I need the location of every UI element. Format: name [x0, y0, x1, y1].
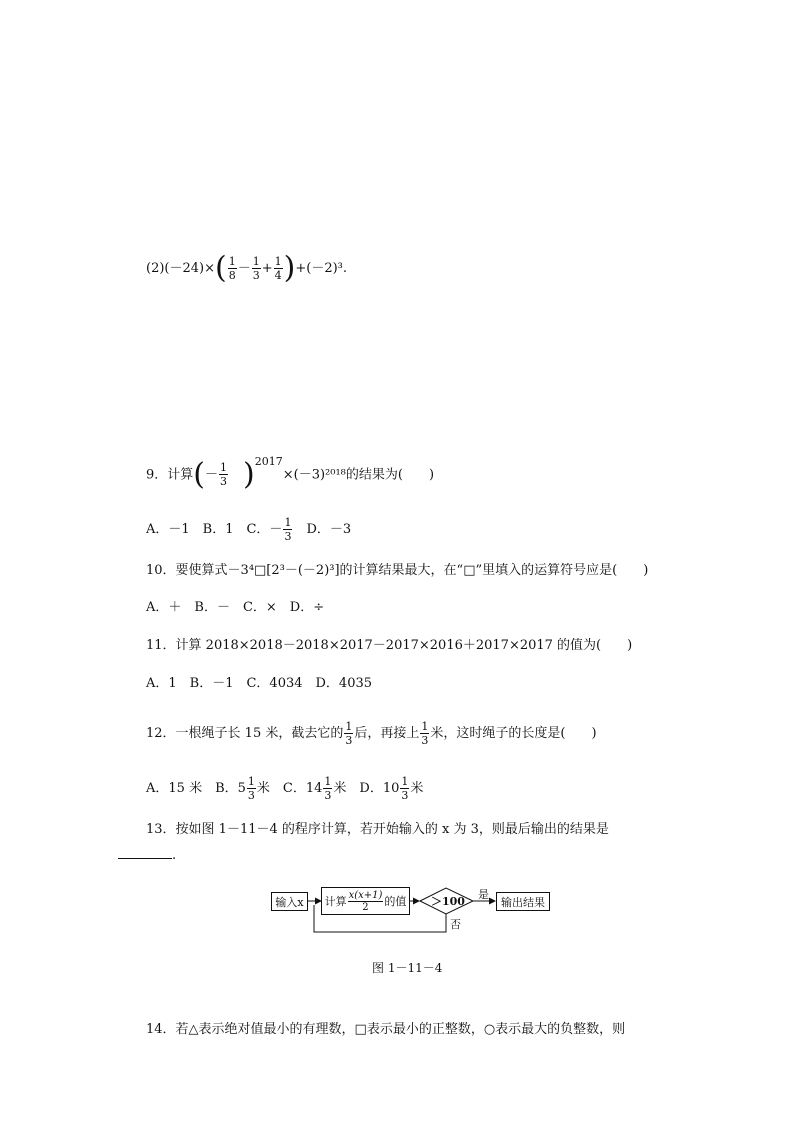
q12-options: A．15 米 B．5 $\frac{1}{3}$ 米 C．14 $\frac{1}{3}$ 米 D．10 $\frac{1}{3}$ 米: [146, 775, 424, 802]
q11-stem: 11．计算 2018×2018－2018×2017－2017×2016＋2017×2017 的值为( ): [146, 638, 633, 653]
fraction: $\frac{1}{3}$: [284, 516, 292, 543]
q9-stem: 9．计算(－ $\frac{1}{3}$ )$^{2017}$×(－3)²⁰¹⁸的结果为( ): [146, 455, 435, 492]
input-box: 输入x: [271, 892, 308, 911]
fraction: $\frac{1}{3}$: [324, 775, 332, 802]
exponent: 2017: [254, 455, 283, 468]
fraction: $\frac{1}{3}$: [345, 720, 353, 747]
q10-options: A．＋ B．－ C．× D．÷: [146, 600, 325, 615]
figure-caption: 图 1－11－4: [372, 961, 443, 975]
q10-stem: 10．要使算式－3⁴□[2³－(－2)³]的计算结果最大，在“□”里填入的运算符号应是( ): [146, 563, 649, 578]
q13-answer-line: .: [118, 846, 176, 866]
fraction: $\frac{1}{3}$: [220, 461, 228, 489]
q12-stem: 12．一根绳子长 15 米，截去它的 $\frac{1}{3}$ 后，再接上 $\frac{1}{3}$ 米，这时绳子的长度是( ): [146, 720, 597, 747]
no-label: 否: [450, 918, 461, 931]
fraction: $\frac{1}{3}$: [421, 720, 429, 747]
q14-stem: 14．若△表示绝对值最小的有理数，□表示最小的正整数，○表示最大的负整数，则: [146, 1022, 626, 1037]
fraction: $\frac{1}{8}$: [228, 255, 236, 282]
calc-box: 计算 $\frac{x(x+1)}{2}$ 的值: [321, 887, 410, 915]
fraction: $\frac{1}{4}$: [274, 255, 282, 282]
q8-2-expression: (2)(－24)×( $\frac{1}{8}$ － $\frac{1}{3}$ + $\frac{1}{4}$ )+(－2)³.: [146, 250, 348, 286]
q13-stem: 13．按如图 1－11－4 的程序计算，若开始输入的 x 为 3，则最后输出的结果是: [146, 822, 609, 837]
fraction: $\frac{1}{3}$: [247, 775, 255, 802]
q11-options: A．1 B．－1 C．4034 D．4035: [146, 676, 373, 691]
output-box: 输出结果: [496, 892, 550, 911]
q9-options: A．－1 B．1 C．－ $\frac{1}{3}$ D．－3: [146, 516, 352, 543]
fraction: $\frac{1}{3}$: [401, 775, 409, 802]
right-paren: ): [283, 250, 296, 286]
fraction: $\frac{1}{3}$: [252, 255, 260, 282]
yes-label: 是: [478, 888, 489, 901]
left-paren: (: [215, 250, 227, 286]
condition-label: ＞100: [431, 895, 465, 908]
